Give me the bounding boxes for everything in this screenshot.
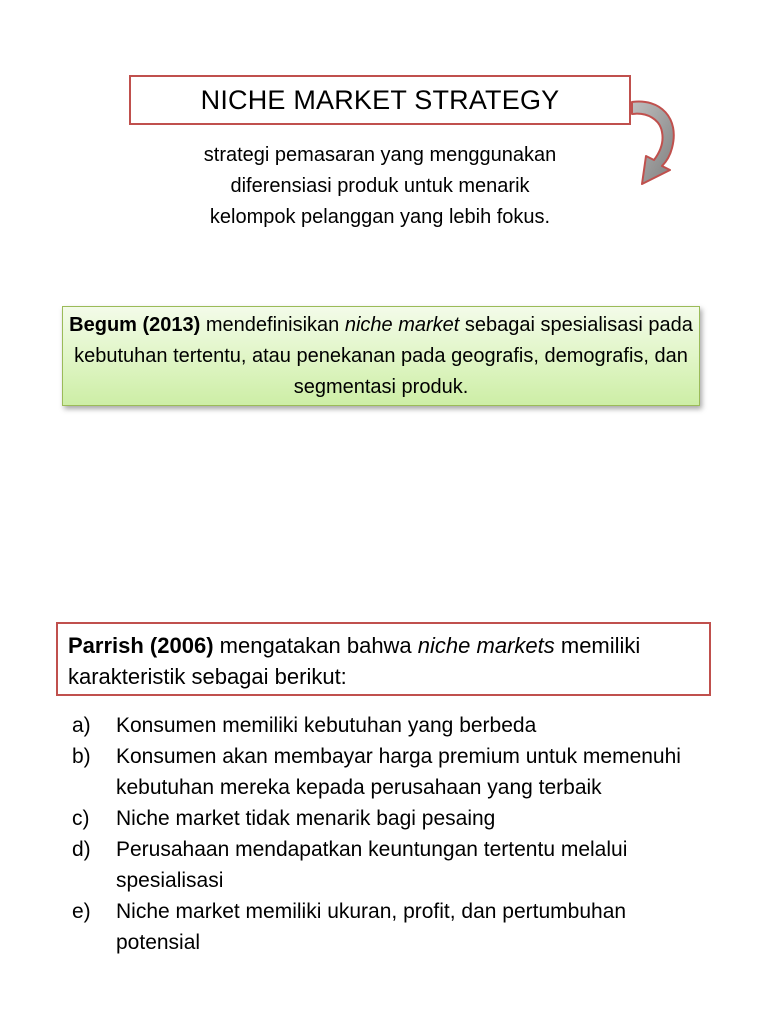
begum-term: niche market	[344, 313, 460, 336]
list-marker: e)	[72, 900, 91, 923]
title-box	[129, 75, 631, 125]
list-item-text: Niche market tidak menarik bagi pesaing	[116, 807, 496, 830]
list-item	[72, 710, 712, 741]
page-title: NICHE MARKET STRATEGY	[200, 84, 560, 115]
list-marker: a)	[72, 714, 91, 737]
list-item	[72, 834, 712, 896]
begum-text-2: sebagai spesialisasi pada kebutuhan tertentu, atau penekanan pada geografis, demografis, dan segmentasi produk.	[74, 313, 693, 398]
list-item-text: Konsumen akan membayar harga premium untuk memenuhi kebutuhan mereka kepada perusahaan yang terbaik	[116, 745, 681, 799]
list-item	[72, 741, 712, 803]
list-marker: b)	[72, 745, 91, 768]
list-item	[72, 896, 712, 958]
parrish-author: Parrish (2006)	[68, 633, 214, 658]
begum-paragraph	[69, 310, 693, 403]
characteristics-list	[72, 710, 712, 958]
definition-line-2: diferensiasi produk untuk menarik	[230, 175, 530, 197]
list-item	[72, 803, 712, 834]
begum-definition-box	[62, 306, 700, 406]
list-item-text: Niche market memiliki ukuran, profit, dan pertumbuhan potensial	[116, 900, 627, 954]
definition-line-1: strategi pemasaran yang menggunakan	[203, 144, 557, 166]
parrish-text-1: mengatakan bahwa	[213, 633, 418, 658]
definition-text	[130, 140, 630, 233]
begum-author: Begum (2013)	[69, 313, 201, 336]
list-item-text: Konsumen memiliki kebutuhan yang berbeda	[116, 714, 537, 737]
parrish-text-2: memiliki karakteristik sebagai berikut:	[68, 633, 641, 689]
parrish-heading-box	[56, 622, 711, 696]
definition-line-3: kelompok pelanggan yang lebih fokus.	[209, 206, 551, 228]
parrish-term: niche markets	[417, 633, 555, 658]
list-item-text: Perusahaan mendapatkan keuntungan tertentu melalui spesialisasi	[116, 838, 628, 892]
begum-text-1: mendefinisikan	[200, 313, 345, 336]
list-marker: c)	[72, 807, 90, 830]
list-marker: d)	[72, 838, 91, 861]
curved-arrow-icon	[630, 96, 686, 192]
